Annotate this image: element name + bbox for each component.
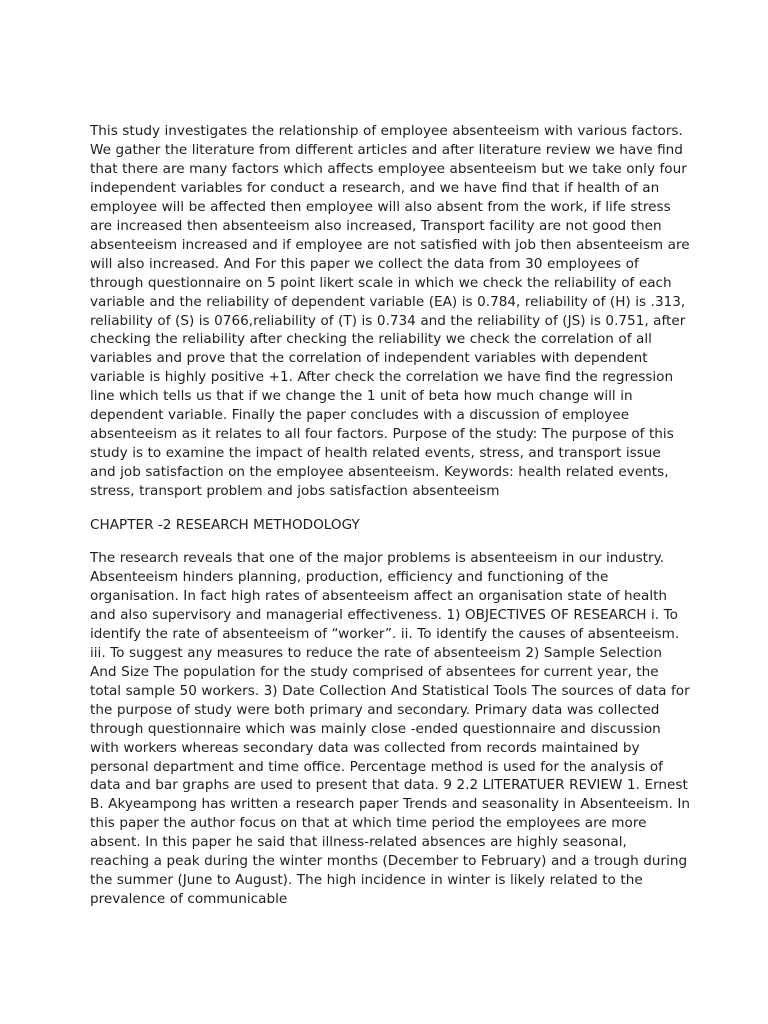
methodology-paragraph: The research reveals that one of the major problems is absenteeism in our industry. Absenteeism hinders planning, production, efficiency and functioning of the organisation. In fact high rates of absenteeism affect an organisation state of health and also supervisory and managerial effectiveness. 1) OBJECTIVES OF RESEARCH i. To identify the rate of absenteeism of “worker”. ii. To identify the causes of absenteeism. iii. To suggest any measures to reduce the rate of absenteeism 2) Sample Selection And Size The population for the study comprised of absentees for current year, the total sample 50 workers. 3) Date Collection And Statistical Tools The sources of data for the purpose of study were both primary and secondary. Primary data was collected through questionnaire which was mainly close -ended questionnaire and discussion with workers whereas secondary data was collected from records maintained by personal department and time office. Percentage method is used for the analysis of data and bar graphs are used to present that data. 9 2.2 LITERATUER REVIEW 1. Ernest B. Akyeampong has written a research paper Trends and seasonality in Absenteeism. In this paper the author focus on that at which time period the employees are more absent. In this paper he said that illness-related absences are highly seasonal, reaching a peak during the winter months (December to February) and a trough during the summer (June to August). The high incidence in winter is likely related to the prevalence of communicable	[90, 550, 690, 908]
document-page	[90, 122, 690, 924]
chapter-heading: CHAPTER -2 RESEARCH METHODOLOGY	[90, 517, 360, 534]
abstract-paragraph: This study investigates the relationship of employee absenteeism with various factors. We gather the literature from different articles and after literature review we have find that there are many factors which affects employee absenteeism but we take only four independent variables for conduct a research, and we have find that if health of an employee will be affected then employee will also absent from the work, if life stress are increased then absenteeism also increased, Transport facility are not good then absenteeism increased and if employee are not satisfied with job then absenteeism are will also increased. And For this paper we collect the data from 30 employees of through questionnaire on 5 point likert scale in which we check the reliability of each variable and the reliability of dependent variable (EA) is 0.784, reliability of (H) is .313, reliability of (S) is 0766,reliability of (T) is 0.734 and the reliability of (JS) is 0.751, after checking the reliability after checking the reliability we check the correlation of all variables and prove that the correlation of independent variables with dependent variable is highly positive +1. After check the correlation we have find the regression line which tells us that if we change the 1 unit of beta how much change will in dependent variable. Finally the paper concludes with a discussion of employee absenteeism as it relates to all four factors. Purpose of the study: The purpose of this study is to examine the impact of health related events, stress, and transport issue and job satisfaction on the employee absenteeism. Keywords: health related events, stress, transport problem and jobs satisfaction absenteeism	[90, 123, 690, 500]
